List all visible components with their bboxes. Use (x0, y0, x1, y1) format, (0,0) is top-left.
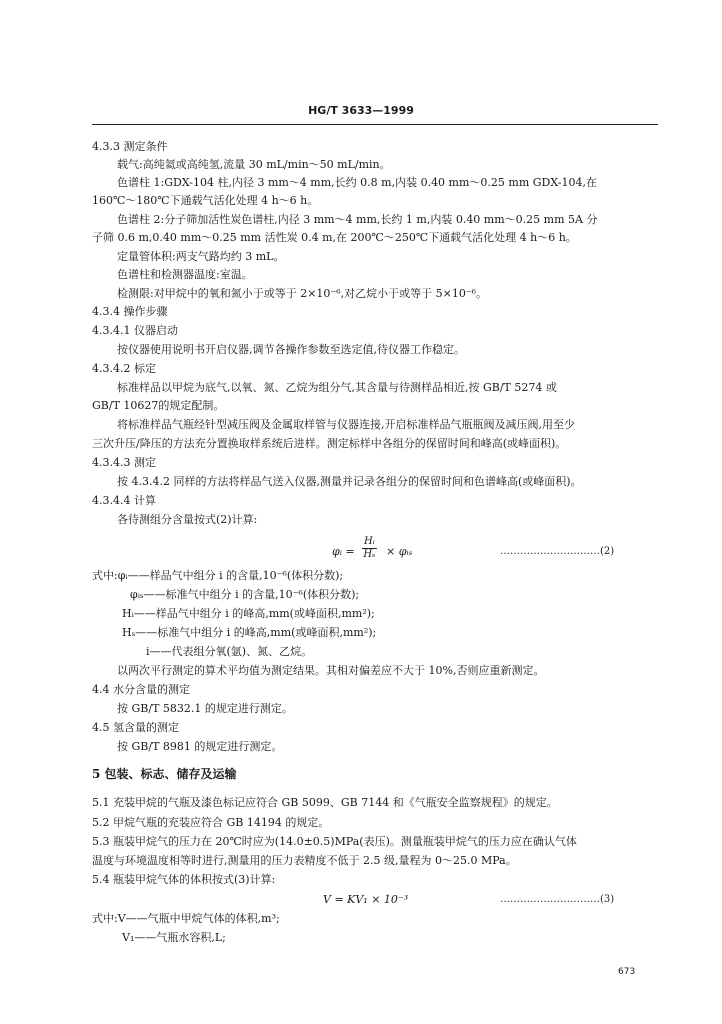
symbol-definition: V₁——气瓶水容积,L; (122, 931, 226, 944)
body-text: 色谱柱 1:GDX-104 柱,内径 3 mm～4 mm,长约 0.8 m,内装 0.40 mm～0.25 mm GDX-104,在 (117, 176, 598, 189)
body-text: 5.4 瓶装甲烷气体的体积按式(3)计算: (92, 873, 276, 886)
section-heading: 4.4 水分含量的测定 (92, 683, 190, 696)
equation-3: V = KV₁ × 10⁻³ (323, 893, 409, 906)
equation-2-number: …………………………(2) (500, 546, 615, 557)
body-text: 按 4.3.4.2 同样的方法将样品气送入仪器,测量并记录各组分的保留时间和色谱峰高(或峰面积)。 (117, 475, 582, 488)
body-text: 定量管体积:两支气路均约 3 mL。 (117, 250, 285, 263)
header-rule (92, 124, 658, 125)
section-heading: 4.3.3 测定条件 (92, 140, 168, 153)
body-text: 160℃～180℃下通载气活化处理 4 h～6 h。 (92, 194, 319, 207)
body-text: 色谱柱和检测器温度:室温。 (117, 268, 253, 281)
section-heading: 4.3.4.1 仪器启动 (92, 324, 178, 337)
page-number: 673 (618, 967, 636, 977)
equation-2-fraction (362, 536, 377, 561)
body-text: 以两次平行测定的算术平均值为测定结果。其相对偏差应不大于 10%,否则应重新测定。 (117, 664, 545, 677)
body-text: 按 GB/T 8981 的规定进行测定。 (117, 740, 283, 753)
equation-2-lhs: φᵢ = (332, 545, 355, 558)
section-heading: 4.3.4.3 测定 (92, 456, 156, 469)
section-heading: 4.3.4 操作步骤 (92, 305, 168, 318)
body-text: 各待测组分含量按式(2)计算: (117, 513, 258, 526)
equation-2-denominator: Hₛ (363, 549, 376, 560)
body-text: 5.3 瓶装甲烷气的压力在 20℃时应为(14.0±0.5)MPa(表压)。测量瓶装甲烷气的压力应在确认气体 (92, 835, 577, 848)
body-text: 按 GB/T 5832.1 的规定进行测定。 (117, 702, 293, 715)
body-text: 三次升压/降压的方法充分置换取样系统后进样。测定标样中各组分的保留时间和峰高(或峰面积)。 (92, 437, 567, 450)
page-header: HG/T 3633—1999 (308, 104, 414, 117)
symbol-definition: 式中:φᵢ——样品气中组分 i 的含量,10⁻⁶(体积分数); (92, 569, 344, 582)
body-text: 按仪器使用说明书开启仪器,调节各操作参数至选定值,待仪器工作稳定。 (117, 343, 465, 356)
body-text: 检测限:对甲烷中的氧和氮小于或等于 2×10⁻⁶,对乙烷小于或等于 5×10⁻⁶。 (117, 287, 488, 300)
equation-2-rhs: × φᵢₛ (386, 545, 413, 558)
equation-2-numerator: Hᵢ (364, 536, 375, 547)
symbol-definition: Hᵢ——样品气中组分 i 的峰高,mm(或峰面积,mm²); (122, 607, 375, 620)
body-text: 5.2 甲烷气瓶的充装应符合 GB 14194 的规定。 (92, 816, 330, 829)
body-text: 温度与环境温度相等时进行,测量用的压力表精度不低于 2.5 级,量程为 0～25.0 MPa。 (92, 854, 517, 867)
symbol-definition: φᵢₛ——标准气中组分 i 的含量,10⁻⁶(体积分数); (130, 588, 360, 601)
chapter-heading: 5 包装、标志、储存及运输 (92, 767, 237, 781)
equation-3-number: …………………………(3) (500, 894, 615, 905)
body-text: 将标准样品气瓶经针型减压阀及金属取样管与仪器连接,开启标准样品气瓶瓶阀及减压阀,用至少 (117, 418, 575, 431)
body-text: 5.1 充装甲烷的气瓶及漆色标记应符合 GB 5099、GB 7144 和《气瓶安全监察规程》的规定。 (92, 796, 558, 809)
symbol-definition: Hₛ——标准气中组分 i 的峰高,mm(或峰面积,mm²); (122, 626, 377, 639)
section-heading: 4.3.4.4 计算 (92, 494, 156, 507)
body-text: 载气:高纯氦或高纯氢,流量 30 mL/min～50 mL/min。 (117, 158, 391, 171)
symbol-definition: i——代表组分氧(氩)、氮、乙烷。 (146, 645, 313, 658)
body-text: 色谱柱 2:分子筛加活性炭色谱柱,内径 3 mm～4 mm,长约 1 m,内装 0.40 mm～0.25 mm 5A 分 (117, 213, 598, 226)
body-text: 子筛 0.6 m,0.40 mm～0.25 mm 活性炭 0.4 m,在 200℃～250℃下通载气活化处理 4 h～6 h。 (92, 231, 577, 244)
body-text: 标准样品以甲烷为底气,以氧、氮、乙烷为组分气,其含量与待测样品相近,按 GB/T 5274 或 (117, 381, 557, 394)
body-text: GB/T 10627的规定配制。 (92, 399, 225, 412)
section-heading: 4.5 氢含量的测定 (92, 721, 179, 734)
symbol-definition: 式中:V——气瓶中甲烷气体的体积,m³; (92, 912, 280, 925)
section-heading: 4.3.4.2 标定 (92, 362, 156, 375)
